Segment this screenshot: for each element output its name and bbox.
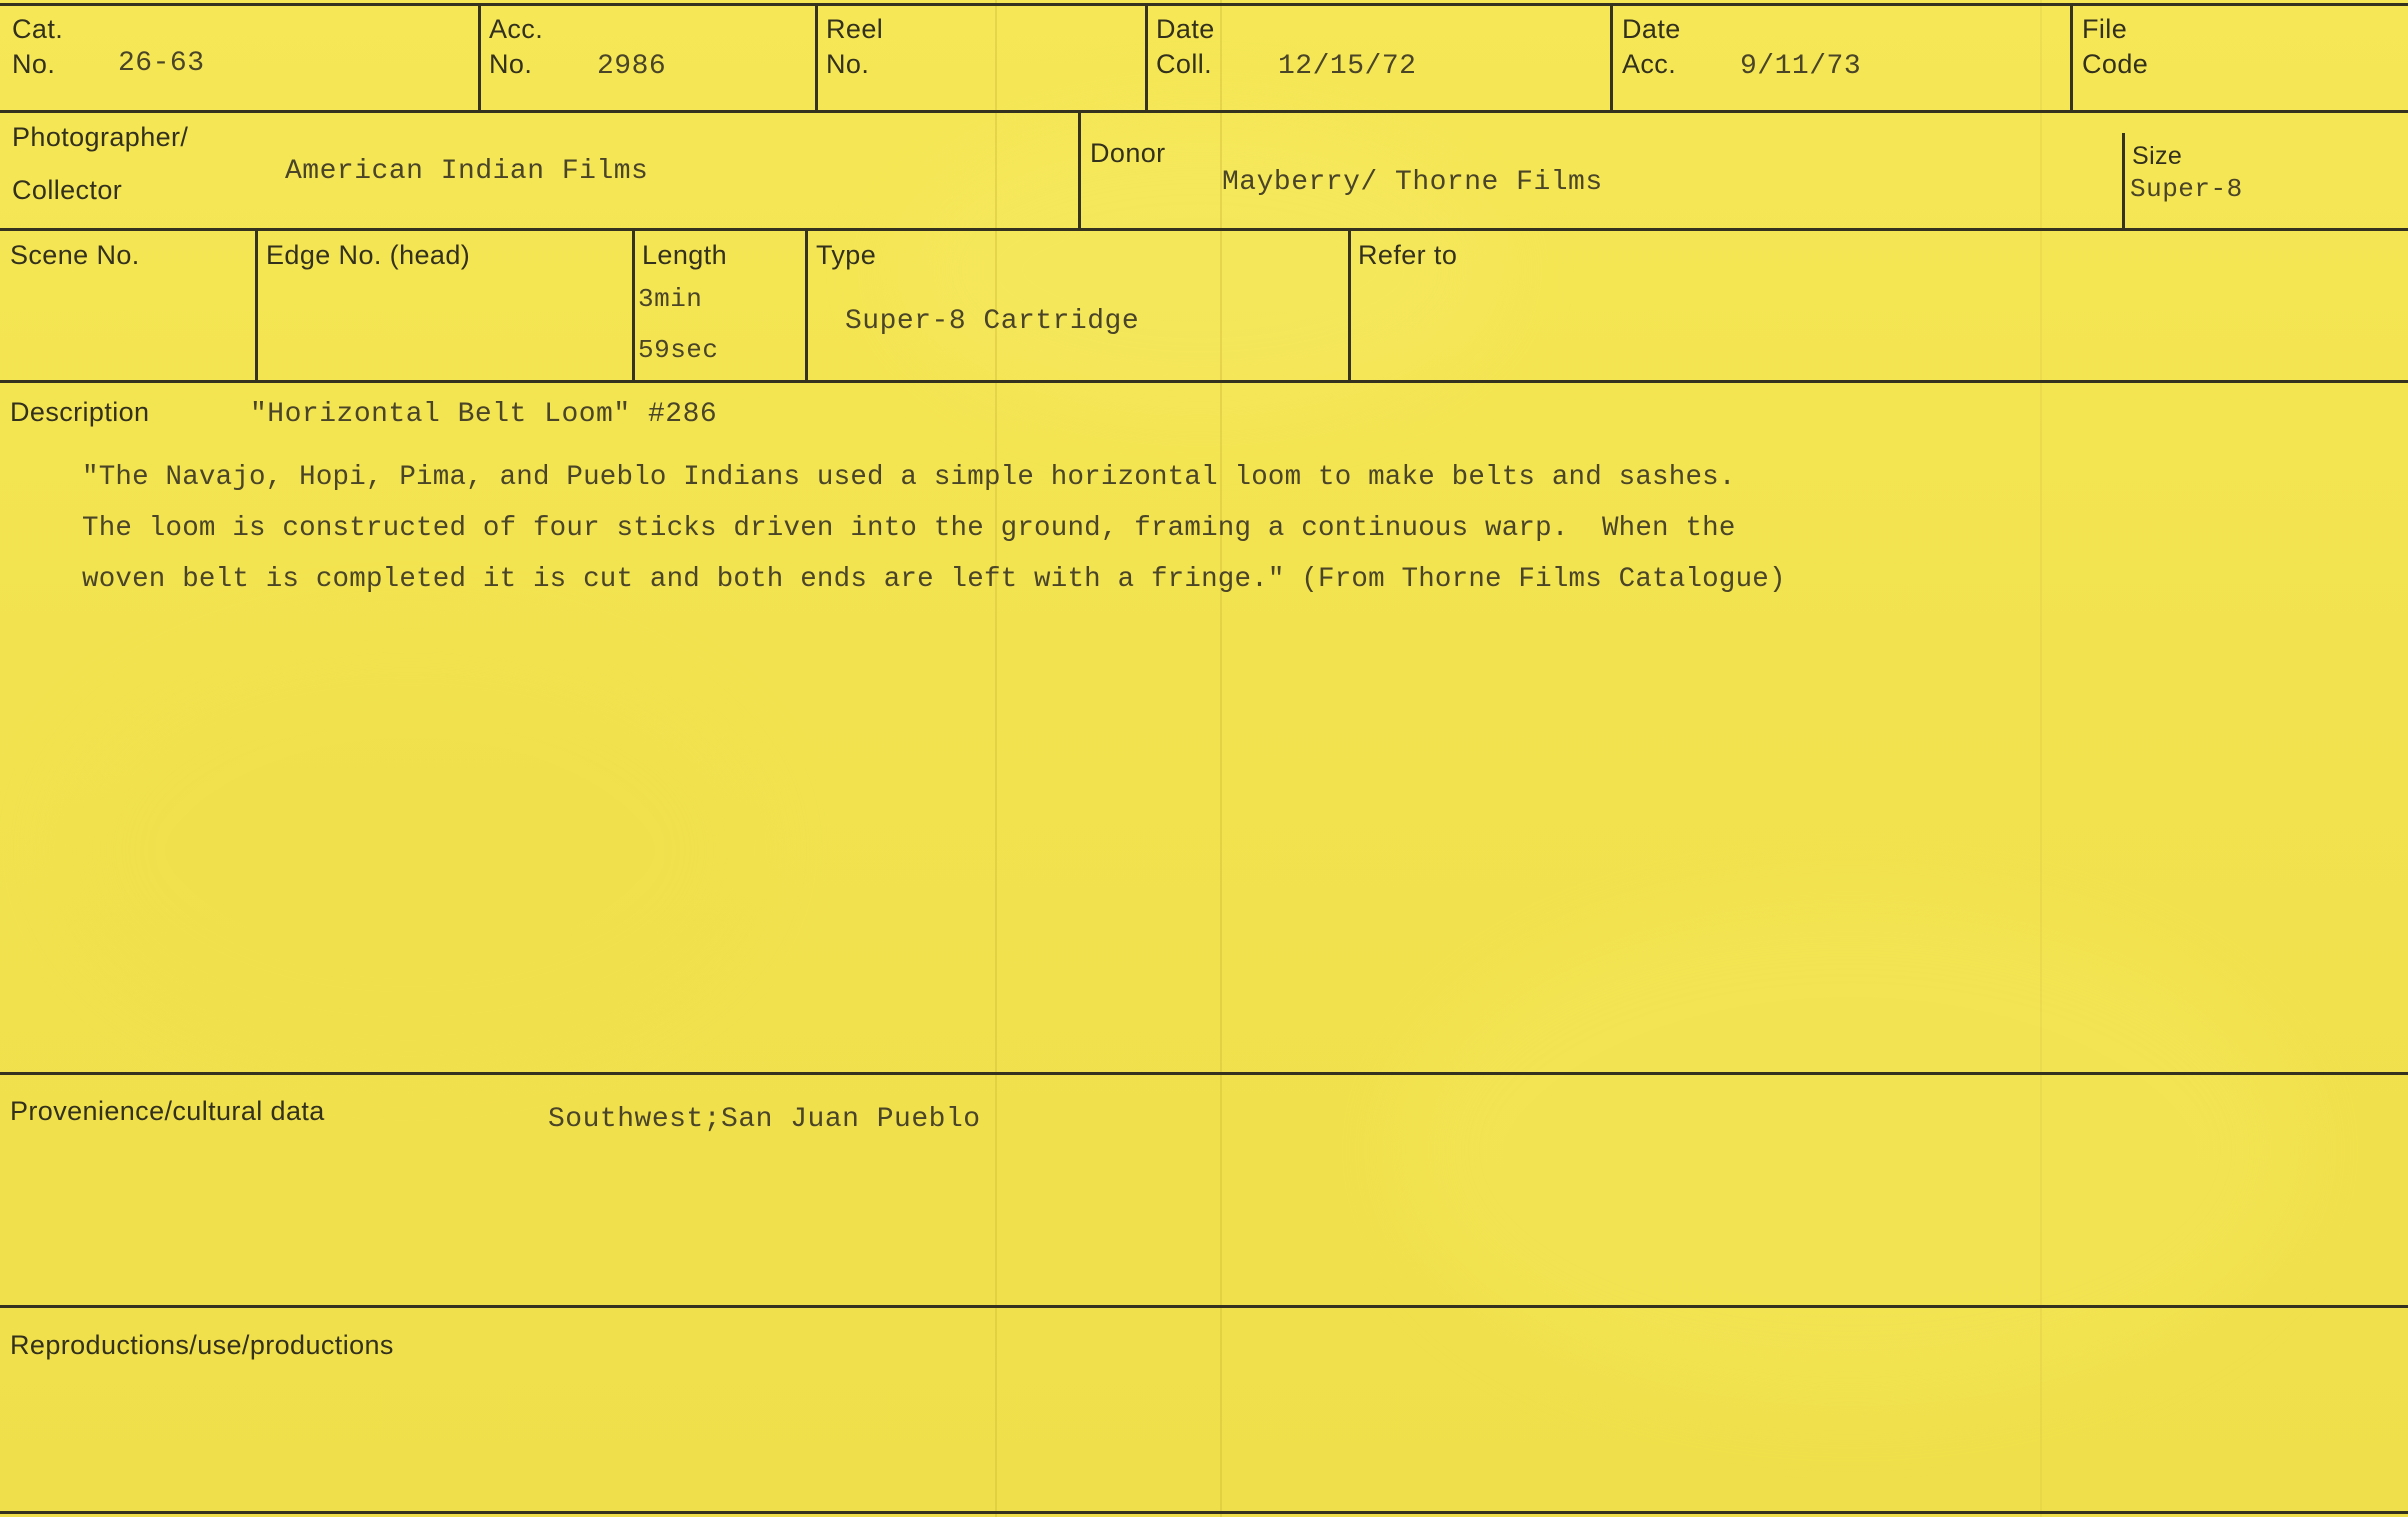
photographer-label-line1: Photographer/ bbox=[12, 122, 189, 152]
cat-no-label-line2: No. bbox=[12, 49, 56, 79]
divider-dateacc-filecode bbox=[2070, 3, 2073, 110]
description-line-1[interactable]: "The Navajo, Hopi, Pima, and Pueblo Indians used a simple horizontal loom to make belts and sashes. bbox=[82, 462, 1736, 493]
donor-label: Donor bbox=[1090, 138, 1166, 168]
length-value-line2[interactable]: 59sec bbox=[638, 335, 719, 365]
description-line-3[interactable]: woven belt is completed it is cut and both ends are left with a fringe." (From Thorne Films Catalogue) bbox=[82, 564, 1786, 595]
date-acc-label-line1: Date bbox=[1622, 14, 1681, 44]
divider-scene-edge bbox=[255, 228, 258, 380]
reel-no-label-line1: Reel bbox=[826, 14, 884, 44]
acc-no-label-line2: No. bbox=[489, 49, 533, 79]
divider-donor-size bbox=[2122, 133, 2125, 228]
divider-reel-datecoll bbox=[1145, 3, 1148, 110]
reproductions-label: Reproductions/use/productions bbox=[10, 1330, 394, 1360]
divider-edge-length bbox=[632, 228, 635, 380]
paper-tint bbox=[900, 120, 1500, 420]
refer-to-label: Refer to bbox=[1358, 240, 1458, 270]
provenience-value[interactable]: Southwest;San Juan Pueblo bbox=[548, 1104, 981, 1135]
date-coll-label-line2: Coll. bbox=[1156, 49, 1213, 79]
date-coll-value[interactable]: 12/15/72 bbox=[1278, 51, 1417, 82]
description-label: Description bbox=[10, 397, 150, 427]
rule-description-bottom bbox=[0, 1072, 2408, 1075]
donor-value[interactable]: Mayberry/ Thorne Films bbox=[1222, 167, 1603, 198]
provenience-label: Provenience/cultural data bbox=[10, 1096, 325, 1126]
photographer-label-line2: Collector bbox=[12, 175, 123, 205]
date-acc-value[interactable]: 9/11/73 bbox=[1740, 51, 1862, 82]
cat-no-value[interactable]: 26-63 bbox=[118, 48, 205, 79]
scene-no-label: Scene No. bbox=[10, 240, 140, 270]
file-code-label-line1: File bbox=[2082, 14, 2128, 44]
cat-no-label-line1: Cat. bbox=[12, 14, 64, 44]
size-label: Size bbox=[2132, 142, 2183, 170]
divider-acc-reel bbox=[815, 3, 818, 110]
type-value[interactable]: Super-8 Cartridge bbox=[845, 306, 1140, 337]
date-acc-label-line2: Acc. bbox=[1622, 49, 1677, 79]
edge-no-label: Edge No. (head) bbox=[266, 240, 471, 270]
acc-no-label-line1: Acc. bbox=[489, 14, 544, 44]
length-value-line1[interactable]: 3min bbox=[638, 284, 703, 314]
divider-type-referto bbox=[1348, 228, 1351, 380]
acc-no-value[interactable]: 2986 bbox=[597, 51, 667, 82]
rule-row2-bottom bbox=[0, 228, 2408, 231]
length-label: Length bbox=[642, 240, 727, 270]
reel-no-label-line2: No. bbox=[826, 49, 870, 79]
file-code-label-line2: Code bbox=[2082, 49, 2149, 79]
rule-row3-bottom-right bbox=[1348, 380, 2408, 383]
paper-tint bbox=[60, 640, 760, 1060]
divider-cat-acc bbox=[478, 3, 481, 110]
description-line-2[interactable]: The loom is constructed of four sticks driven into the ground, framing a continuous warp. When the bbox=[82, 513, 1736, 544]
divider-length-type bbox=[805, 228, 808, 380]
divider-datecoll-dateacc bbox=[1610, 3, 1613, 110]
type-label: Type bbox=[816, 240, 877, 270]
rule-bottom bbox=[0, 1511, 2408, 1514]
divider-photographer-donor bbox=[1078, 110, 1081, 228]
photographer-value[interactable]: American Indian Films bbox=[285, 156, 649, 187]
rule-top bbox=[0, 3, 2408, 6]
size-value[interactable]: Super-8 bbox=[2130, 174, 2243, 204]
paper-tint bbox=[1400, 900, 2300, 1400]
description-title[interactable]: "Horizontal Belt Loom" #286 bbox=[250, 399, 718, 430]
date-coll-label-line1: Date bbox=[1156, 14, 1215, 44]
rule-row3-bottom-left bbox=[0, 380, 1348, 383]
rule-provenience-bottom bbox=[0, 1305, 2408, 1308]
rule-row1-bottom bbox=[0, 110, 2408, 113]
